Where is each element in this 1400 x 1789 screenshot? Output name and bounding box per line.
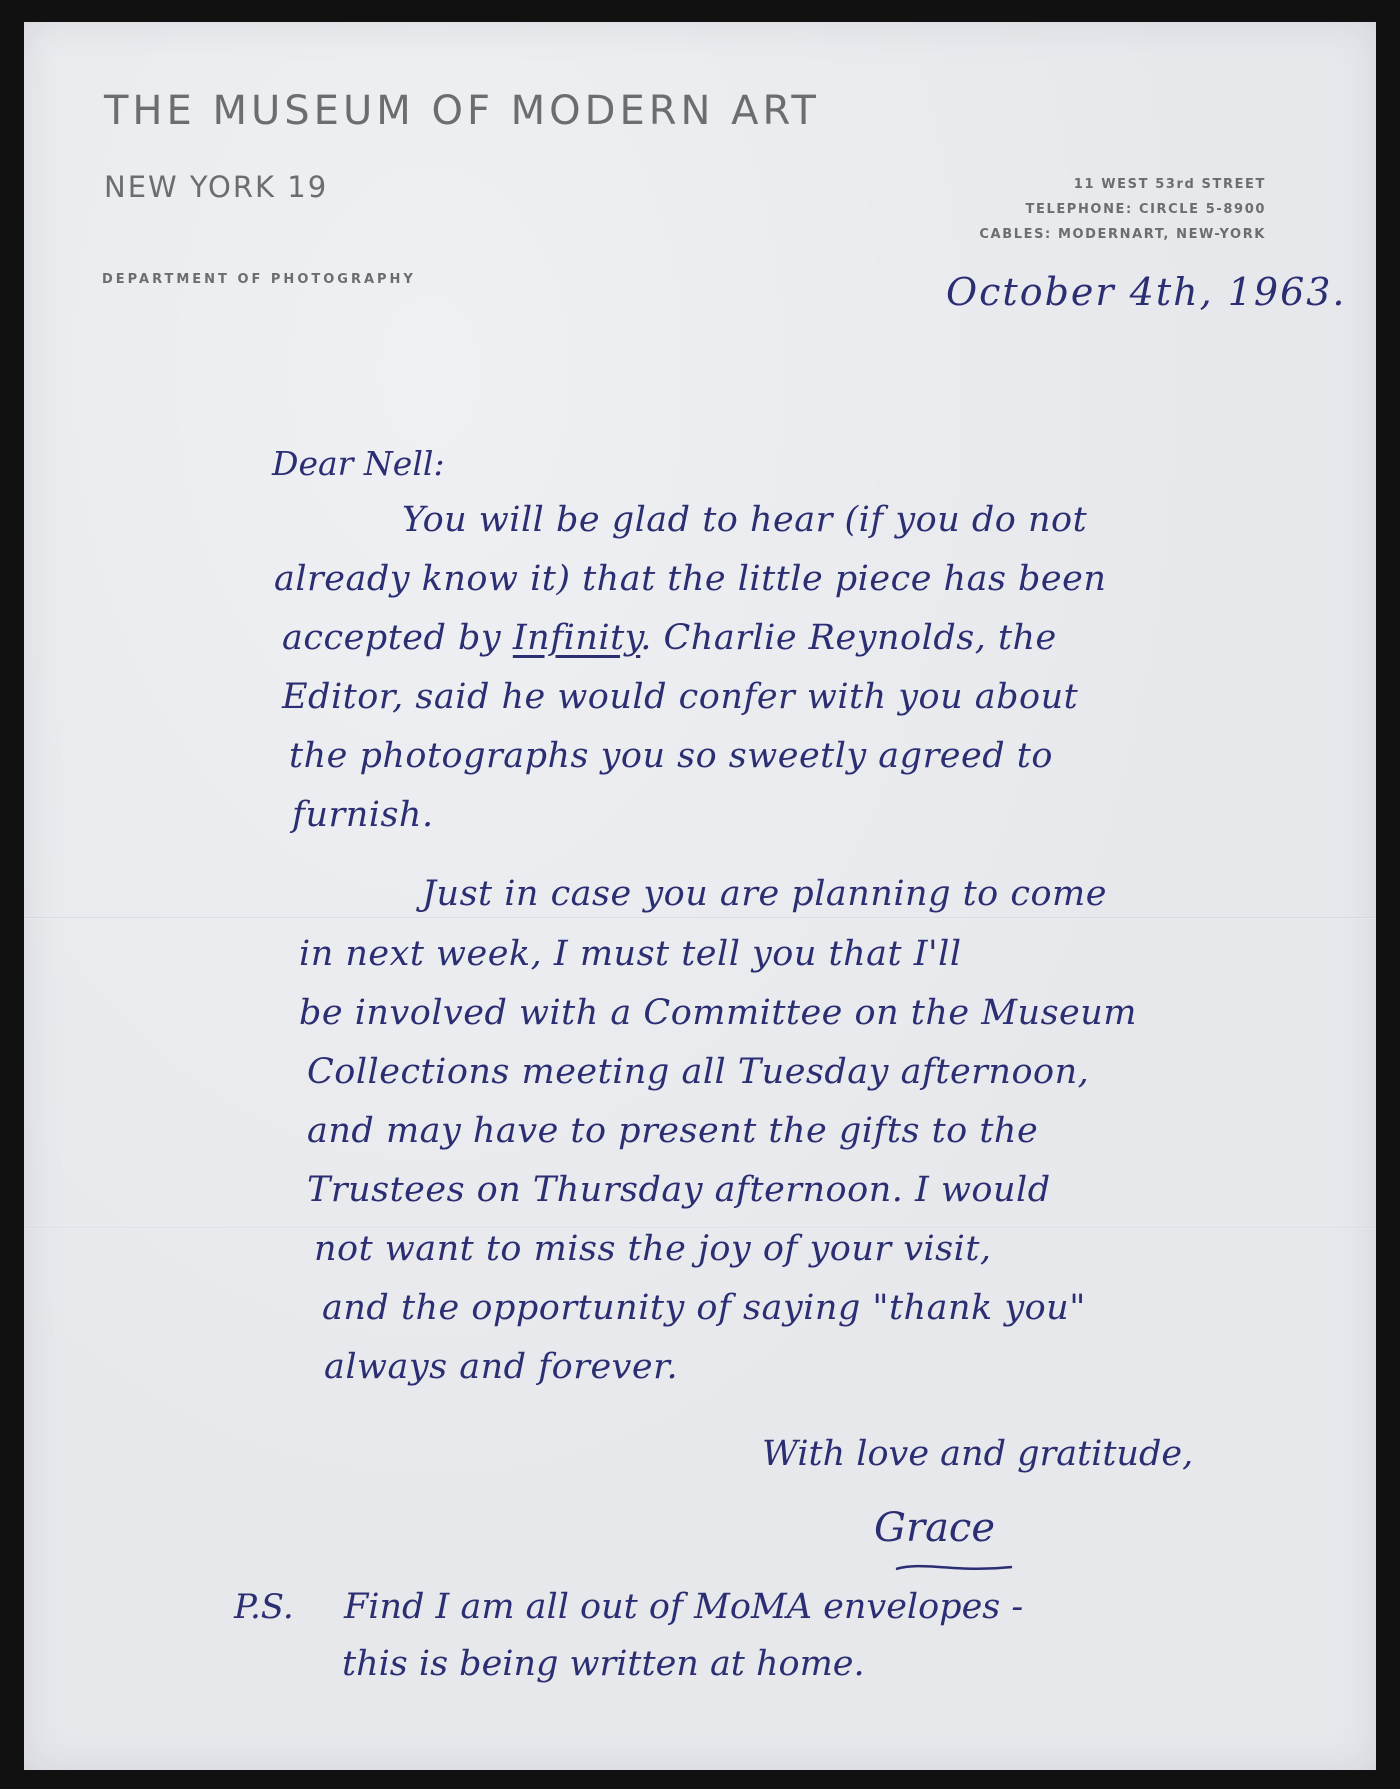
body-text: accepted by (282, 618, 502, 658)
letter-closing: With love and gratitude, (762, 1434, 1194, 1474)
body-line: not want to miss the joy of your visit, (314, 1229, 992, 1269)
letterhead-telephone: TELEPHONE: CIRCLE 5-8900 (1025, 202, 1266, 217)
body-line: already know it) that the little piece has been (274, 559, 1107, 599)
letter-date: October 4th, 1963. (946, 270, 1347, 314)
letterhead-address-block (979, 172, 1266, 247)
body-line: the photographs you so sweetly agreed to (289, 736, 1053, 776)
postscript-line: Find I am all out of MoMA envelopes - (344, 1587, 1024, 1627)
body-text: . Charlie Reynolds, the (640, 618, 1057, 658)
body-line: You will be glad to hear (if you do not (402, 500, 1088, 540)
body-line (282, 618, 1057, 658)
letterhead-institution: THE MUSEUM OF MODERN ART (104, 88, 820, 134)
letter-paper (24, 22, 1376, 1770)
body-line: Editor, said he would confer with you about (282, 677, 1079, 717)
letterhead-city: NEW YORK 19 (104, 170, 329, 204)
body-line: Trustees on Thursday afternoon. I would (307, 1170, 1051, 1210)
postscript-label: P.S. (234, 1587, 294, 1627)
letterhead-cables: CABLES: MODERNART, NEW-YORK (979, 227, 1266, 242)
postscript-line: this is being written at home. (342, 1644, 865, 1684)
body-line: always and forever. (324, 1347, 679, 1387)
paper-fold-line (24, 917, 1376, 919)
body-line: Just in case you are planning to come (422, 874, 1107, 914)
signature-flourish (894, 1555, 1014, 1575)
letter-salutation: Dear Nell: (272, 444, 445, 483)
letterhead-department: DEPARTMENT OF PHOTOGRAPHY (102, 272, 416, 287)
body-line: furnish. (292, 795, 434, 835)
body-line: and may have to present the gifts to the (307, 1111, 1039, 1151)
body-line: Collections meeting all Tuesday afternoon, (307, 1052, 1090, 1092)
letterhead-address: 11 WEST 53rd STREET (1073, 177, 1266, 192)
body-line: be involved with a Committee on the Museum (299, 993, 1137, 1033)
body-line: and the opportunity of saying "thank you" (322, 1288, 1086, 1328)
body-line: in next week, I must tell you that I'll (299, 934, 962, 974)
letter-signature: Grace (874, 1505, 995, 1551)
publication-title: Infinity (512, 618, 641, 658)
